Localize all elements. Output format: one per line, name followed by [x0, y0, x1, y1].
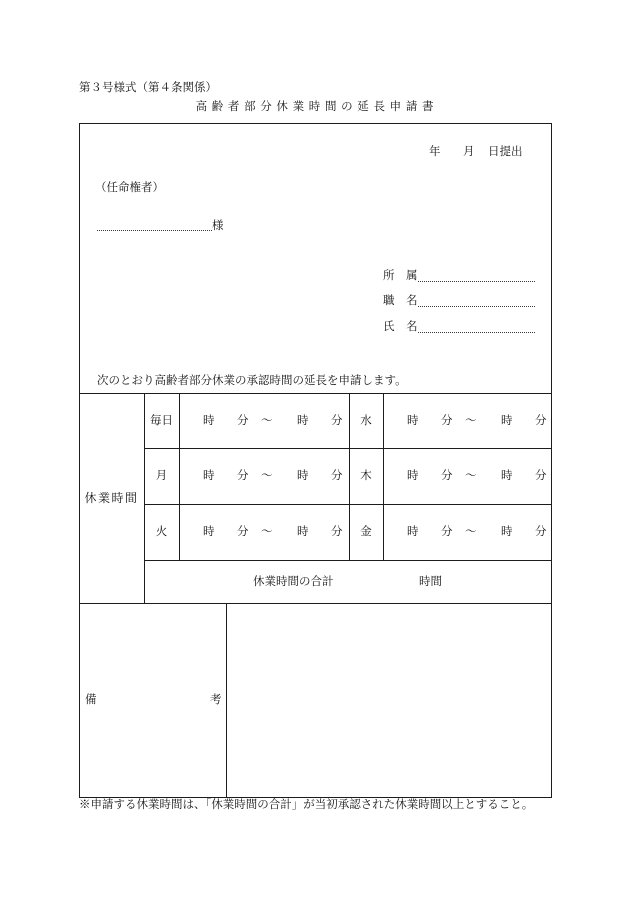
start-minute-label: 分: [237, 414, 249, 427]
start-hour-label: 時: [203, 414, 215, 427]
year-label: 年: [429, 146, 441, 158]
name-blank: [418, 332, 535, 333]
start-hour-label: 時: [407, 470, 419, 482]
form-title: 高 齢 者 部 分 休 業 時 間 の 延 長 申 請 書: [195, 101, 435, 113]
start-minute-label: 分: [441, 414, 453, 427]
day-cell: [144, 504, 179, 560]
day-label: 木: [360, 470, 372, 482]
position-blank: [418, 306, 535, 307]
end-hour-label: 時: [297, 470, 309, 482]
time-range-cell: [179, 448, 349, 504]
range-separator: ～: [261, 470, 273, 482]
schedule-section-cell: [79, 393, 144, 603]
day-cell: [144, 448, 179, 504]
end-minute-label: 分: [535, 470, 547, 482]
appointer-name-blank: [97, 230, 212, 231]
range-separator: ～: [261, 526, 273, 538]
day-cell: [144, 393, 179, 448]
range-separator: ～: [465, 470, 477, 482]
day-label: 月: [155, 470, 168, 482]
end-minute-label: 分: [331, 414, 343, 427]
month-label: 月: [463, 146, 475, 158]
form-number: 第３号様式（第４条関係）: [79, 82, 217, 94]
day-label: 金: [360, 526, 372, 538]
day-label: 水: [360, 414, 372, 427]
range-separator: ～: [465, 414, 477, 427]
end-minute-label: 分: [331, 470, 343, 482]
range-separator: ～: [261, 414, 273, 427]
end-hour-label: 時: [297, 526, 309, 538]
end-minute-label: 分: [535, 414, 547, 427]
start-hour-label: 時: [203, 526, 215, 538]
time-range-cell: [383, 448, 551, 504]
start-minute-label: 分: [237, 470, 249, 482]
end-minute-label: 分: [535, 526, 547, 538]
end-minute-label: 分: [331, 526, 343, 538]
appointer-label: （任命権者）: [95, 182, 164, 194]
end-hour-label: 時: [501, 414, 513, 427]
time-range-cell: [383, 393, 551, 448]
start-minute-label: 分: [237, 526, 249, 538]
schedule-section-label: 休業時間: [84, 491, 139, 505]
day-cell: [349, 504, 383, 560]
end-hour-label: 時: [297, 414, 309, 427]
day-cell: [349, 393, 383, 448]
start-hour-label: 時: [203, 470, 215, 482]
honorific-label: 様: [212, 220, 224, 232]
start-hour-label: 時: [407, 414, 419, 427]
time-range-cell: [179, 393, 349, 448]
remarks-label-right: 考: [210, 694, 222, 706]
end-hour-label: 時: [501, 470, 513, 482]
day-label: 火: [155, 526, 168, 538]
time-range-cell: [179, 504, 349, 560]
total-label: 休業時間の合計: [253, 575, 334, 588]
range-separator: ～: [465, 526, 477, 538]
start-minute-label: 分: [441, 526, 453, 538]
day-submitted-label: 日提出: [488, 146, 523, 158]
request-statement: 次のとおり高齢者部分休業の承認時間の延長を申請します。: [97, 375, 407, 387]
name-label: 氏 名: [383, 321, 418, 333]
total-cell: [144, 560, 551, 603]
day-cell: [349, 448, 383, 504]
affiliation-label: 所 属: [383, 270, 418, 282]
total-unit-label: 時間: [419, 575, 442, 588]
footnote: ※申請する休業時間は、「休業時間の合計」が当初承認された休業時間以上とすること。: [79, 799, 534, 811]
start-hour-label: 時: [407, 526, 419, 538]
remarks-label-cell: [79, 603, 226, 797]
start-minute-label: 分: [441, 470, 453, 482]
remarks-label-left: 備: [85, 694, 97, 706]
position-label: 職 名: [383, 295, 418, 307]
time-range-cell: [383, 504, 551, 560]
end-hour-label: 時: [501, 526, 513, 538]
remarks-content-area: [227, 604, 550, 796]
affiliation-blank: [418, 281, 535, 282]
day-label: 毎日: [150, 414, 173, 427]
